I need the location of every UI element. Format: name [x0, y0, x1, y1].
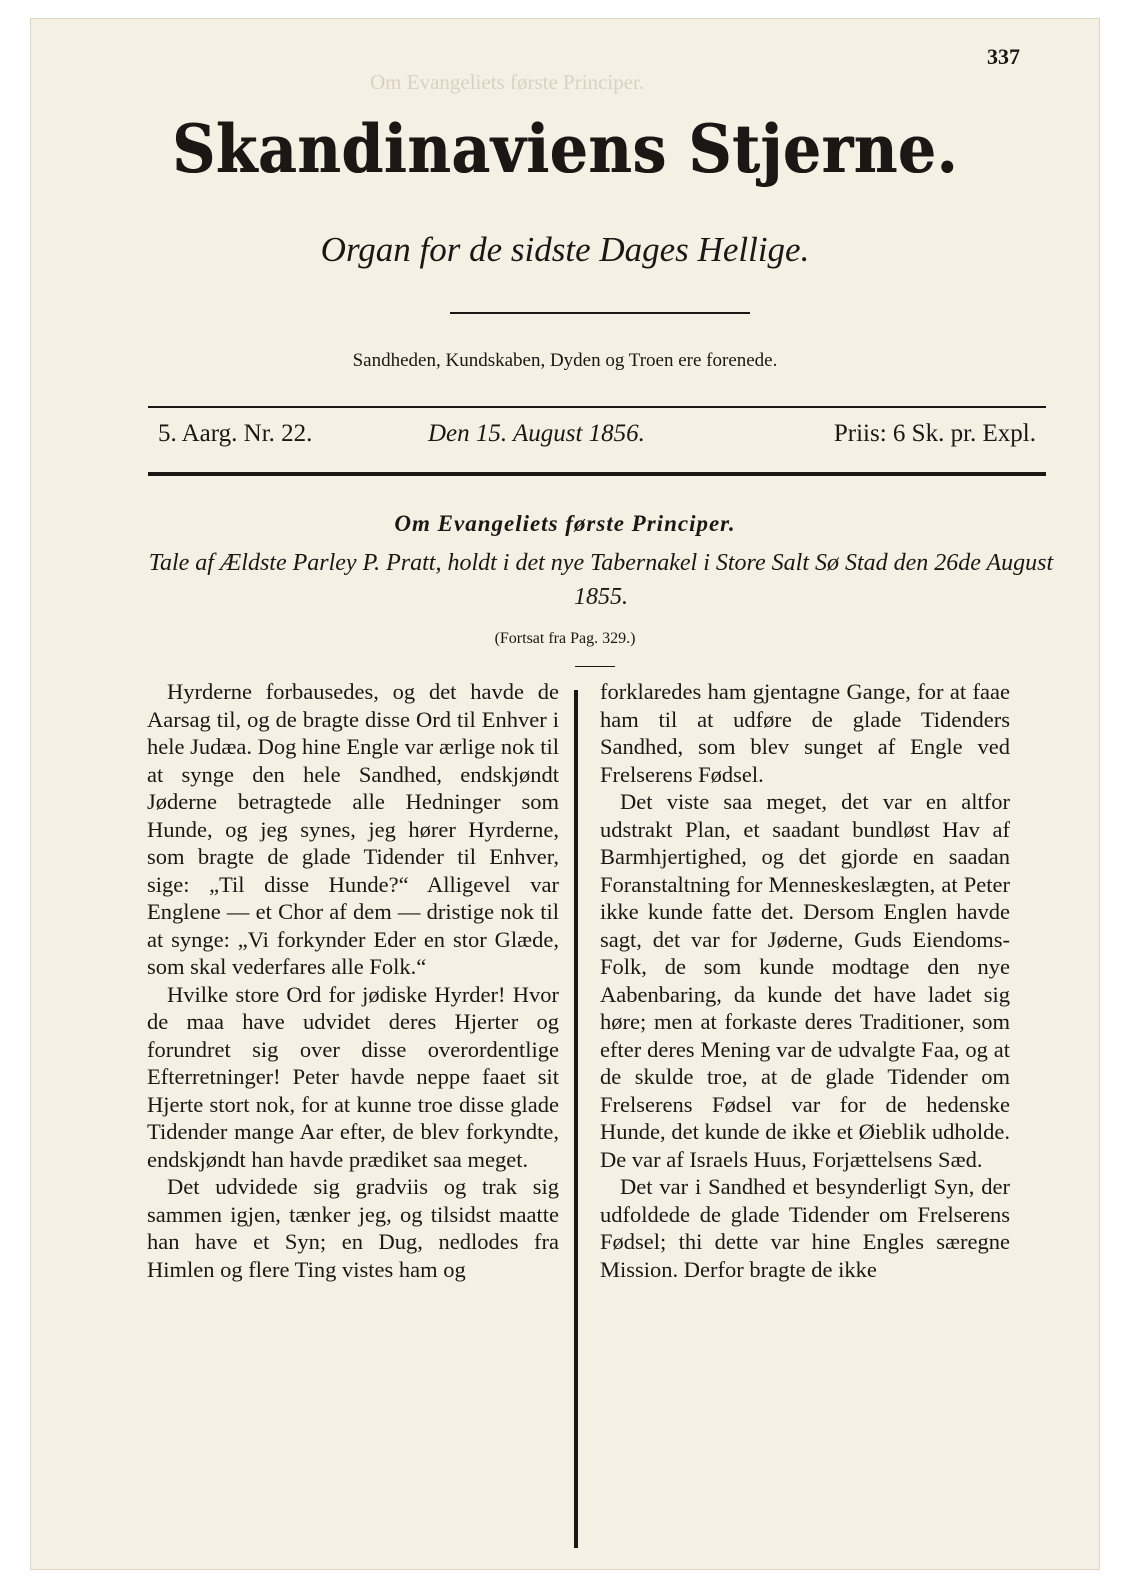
- bleed-through-header: Om Evangeliets første Principer.: [370, 70, 645, 94]
- motto: Sandheden, Kundskaben, Dyden og Troen ere forenede.: [352, 350, 778, 371]
- paragraph: forklaredes ham gjentagne Gange, for at faae ham til at udføre de glade Tidenders Sandhed, som blev sunget af Engle ved Frelserens Fødsel.: [600, 679, 1010, 787]
- article-title: Om Evangeliets første Principer.: [394, 511, 736, 536]
- issue-date: Den 15. August 1856.: [428, 420, 645, 447]
- divider-tiny: [575, 666, 615, 667]
- article-subtitle: Tale af Ældste Parley P. Pratt, holdt i det nye Tabernakel i Store Salt Sø Stad den 26de August 1855.: [148, 550, 1054, 610]
- paragraph: Det udvidede sig gradviis og trak sig sammen igjen, tænker jeg, og tilsidst maatte han have et Syn; en Dug, nedlodes fra Himlen og flere Ting vistes ham og: [147, 1174, 559, 1282]
- issue-info: [158, 420, 1036, 460]
- paragraph: Hyrderne forbausedes, og det havde de Aarsag til, og de bragte disse Ord til Enhver i hele Judæa. Dog hine Engle var ærlige nok til at synge den hele Sandhed, endskjøndt Jøderne betragtede alle Hedninger som Hunde, og jeg synes, jeg hører Hyrderne, som bragte de glade Tidender til Enhver, sige: „Til disse Hunde?“ Alligevel var Englene — et Chor af dem — dristige nok til at synge: „Vi forkynder Eder en stor Glæde, som skal vederfares alle Folk.“: [147, 679, 559, 979]
- masthead-subtitle: Organ for de sidste Dages Hellige.: [320, 230, 810, 269]
- divider-thick: [148, 472, 1046, 476]
- paragraph: Hvilke store Ord for jødiske Hyrder! Hvor de maa have udvidet deres Hjerter og forundret sig over disse overordentlige Efterretninger! Peter havde neppe faaet sit Hjerte stort nok, for at kunne troe disse glade Tidender mange Aar efter, de blev forkyndte, endskjøndt han havde prædiket saa meget.: [147, 981, 559, 1172]
- newspaper-page: [30, 18, 1100, 1570]
- left-column: [147, 678, 559, 1283]
- issue-price: Priis: 6 Sk. pr. Expl.: [833, 420, 1036, 447]
- right-column: [600, 678, 1010, 1283]
- page-number: 337: [987, 44, 1020, 69]
- divider-short: [450, 312, 750, 314]
- masthead-title: Skandinaviens Stjerne.: [171, 110, 959, 188]
- paragraph: Det var i Sandhed et besynderligt Syn, der udfoldede de glade Tidender om Frelserens Fødsel; thi dette var hine Engles særegne Mission. Derfor bragte de ikke: [600, 1174, 1010, 1282]
- continued-note: (Fortsat fra Pag. 329.): [494, 630, 636, 647]
- paragraph: Det viste saa meget, det var en altfor udstrakt Plan, et saadant bundløst Hav af Barmhjertighed, og det gjorde en saadan Foranstaltning for Menneskeslægten, at Peter ikke kunde fatte det. Dersom Englen havde sagt, det var for Jøderne, Guds Eiendoms-Folk, de som kunde modtage den nye Aabenbaring, da kunde det have ladet sig høre; men at forkaste deres Traditioner, som efter deres Mening var de udvalgte Faa, og at de skulde troe, at de glade Tidender om Frelserens Fødsel var for de hedenske Hunde, det kunde de ikke et Øieblik udholde. De var af Israels Huus, Forjættelsens Sæd.: [600, 789, 1010, 1172]
- column-divider: [574, 690, 578, 1548]
- issue-volume: 5. Aarg. Nr. 22.: [158, 420, 313, 447]
- divider-top: [148, 406, 1046, 408]
